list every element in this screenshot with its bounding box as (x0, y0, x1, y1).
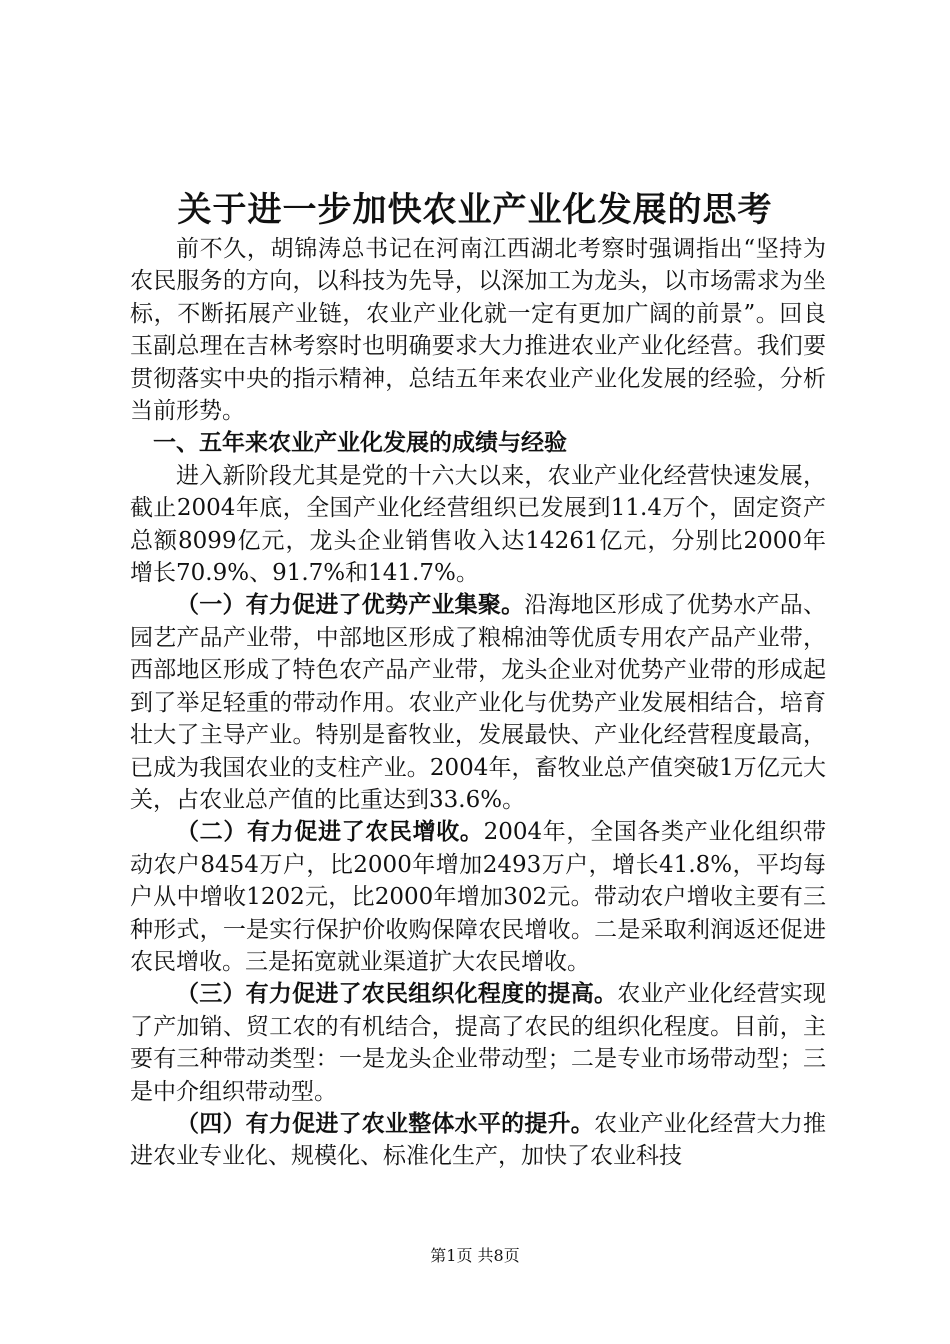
paragraph-lead: （四）有力促进了农业整体水平的提升。 (176, 1110, 594, 1137)
section-heading: 一、五年来农业产业化发展的成绩与经验 (153, 430, 567, 457)
paragraph-text: 农业产业化经营实现了产加销、贸工农的有机结合，提高了农民的组织化程度。目前，主要有三种带动类型：一是龙头企业带动型；二是专业市场带动型；三是中介组织带动型。 (130, 981, 827, 1105)
paragraph-lead: （一）有力促进了优势产业集聚。 (176, 592, 525, 619)
paragraph-text: 农业产业化经营大力推进农业专业化、规模化、标准化生产，加快了农业科技 (130, 1110, 827, 1170)
paragraph-point-4 (130, 1108, 826, 1173)
page-footer: 第1页 共8页 (430, 1246, 520, 1265)
paragraph-point-3 (130, 978, 826, 1108)
paragraph-text: 前不久，胡锦涛总书记在河南江西湖北考察时强调指出“坚持为农民服务的方向，以科技为先导，以深加工为龙头，以市场需求为坐标，不断拓展产业链，农业产业化就一定有更加广阔的前景”。回良玉副总理在吉林考察时也明确要求大力推进农业产业化经营。我们要贯彻落实中央的指示精神，总结五年来农业产业化发展的经验，分析当前形势。 (130, 236, 826, 425)
paragraph-point-1 (130, 589, 826, 816)
paragraph-overview (130, 460, 826, 590)
paragraph-intro (130, 233, 826, 427)
paragraph-lead: （三）有力促进了农民组织化程度的提高。 (176, 981, 618, 1008)
paragraph-text: 沿海地区形成了优势水产品、园艺产品产业带，中部地区形成了粮棉油等优质专用农产品产业带，西部地区形成了特色农产品产业带，龙头企业对优势产业带的形成起到了举足轻重的带动作用。农业产业化与优势产业发展相结合，培育壮大了主导产业。特别是畜牧业，发展最快、产业化经营程度最高，已成为我国农业的支柱产业。2004年，畜牧业总产值突破1万亿元大关，占农业总产值的比重达到33.6%。 (130, 592, 827, 813)
paragraph-point-2 (130, 816, 826, 978)
paragraph-text: 2004年，全国各类产业化组织带动农户8454万户，比2000年增加2493万户，增长41.8%，平均每户从中增收1202元，比2000年增加302元。带动农户增收主要有三种形式，一是实行保护价收购保障农民增收。二是采取利润返还促进农民增收。三是拓宽就业渠道扩大农民增收。 (130, 819, 826, 975)
paragraph-text: 进入新阶段尤其是党的十六大以来，农业产业化经营快速发展，截止2004年底，全国产业化经营组织已发展到11.4万个，固定资产总额8099亿元，龙头企业销售收入达14261亿元，分别比2000年增长70.9%、91.7%和141.7%。 (130, 462, 826, 587)
paragraph-lead: （二）有力促进了农民增收。 (176, 819, 484, 846)
document-body (130, 233, 826, 1173)
document-title: 关于进一步加快农业产业化发展的思考 (177, 190, 773, 230)
